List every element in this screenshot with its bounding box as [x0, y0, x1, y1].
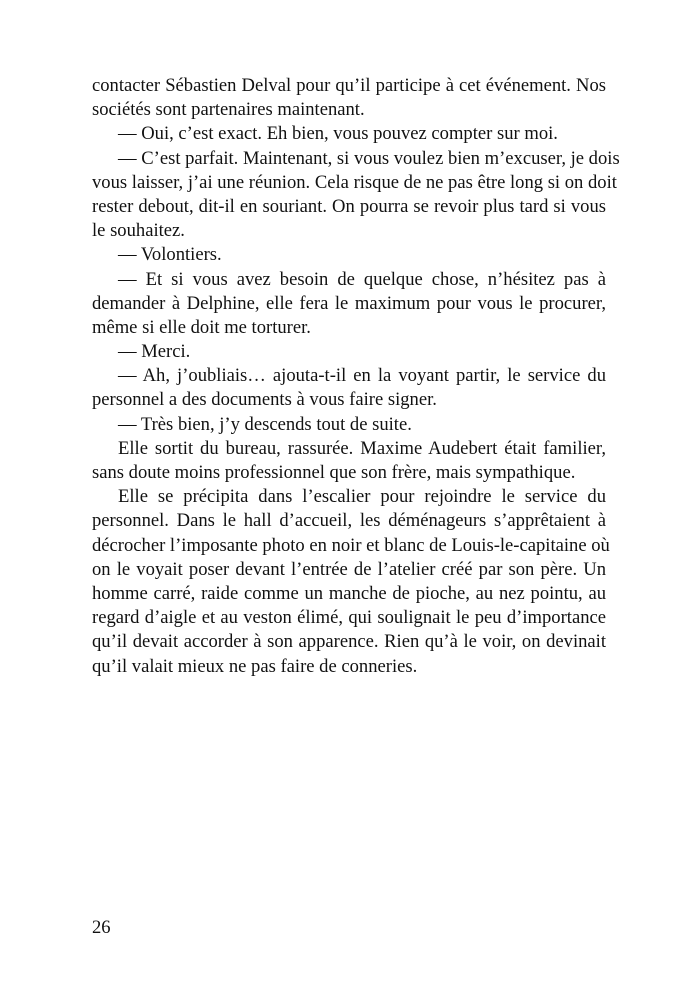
page-number: 26	[92, 917, 111, 938]
text-line: personnel a des documents à vous faire signer.	[92, 389, 437, 411]
text-line: on le voyait poser devant l’entrée de l’atelier créé par son père. Un	[92, 558, 606, 580]
text-line: regard d’aigle et au veston élimé, qui soulignait le peu d’importance	[92, 607, 606, 629]
text-line: — Ah, j’oubliais… ajouta-t-il en la voyant partir, le service du	[118, 365, 606, 387]
text-line: — Volontiers.	[118, 244, 222, 266]
text-line: rester debout, dit-il en souriant. On pourra se revoir plus tard si vous	[92, 195, 606, 217]
text-line: Elle sortit du bureau, rassurée. Maxime Audebert était familier,	[118, 437, 606, 459]
text-line: sociétés sont partenaires maintenant.	[92, 99, 365, 121]
text-line: qu’il valait mieux ne pas faire de conneries.	[92, 655, 418, 677]
text-line: décrocher l’imposante photo en noir et blanc de Louis-le-capitaine où	[92, 534, 610, 556]
text-line: même si elle doit me torturer.	[92, 316, 311, 338]
text-line: homme carré, raide comme un manche de pioche, au nez pointu, au	[92, 582, 606, 604]
text-line: le souhaitez.	[92, 220, 185, 242]
text-line: personnel. Dans le hall d’accueil, les déménageurs s’apprêtaient à	[92, 510, 606, 532]
text-line: — Merci.	[118, 341, 191, 363]
text-line: sans doute moins professionnel que son frère, mais sympathique.	[92, 462, 576, 483]
text-line: — C’est parfait. Maintenant, si vous voulez bien m’excuser, je dois	[118, 147, 620, 169]
text-line: Elle se précipita dans l’escalier pour rejoindre le service du	[118, 486, 606, 508]
text-line: vous laisser, j’ai une réunion. Cela risque de ne pas être long si on doit	[92, 171, 617, 193]
text-line: — Et si vous avez besoin de quelque chose, n’hésitez pas à	[118, 268, 606, 290]
text-line: demander à Delphine, elle fera le maximum pour vous le procurer,	[92, 292, 606, 314]
text-line: — Oui, c’est exact. Eh bien, vous pouvez compter sur moi.	[118, 123, 558, 145]
text-line: contacter Sébastien Delval pour qu’il participe à cet événement. Nos	[92, 75, 606, 96]
text-line: qu’il devait accorder à son apparence. Rien qu’à le voir, on devinait	[92, 631, 606, 653]
page-text	[92, 74, 620, 679]
text-line: — Très bien, j’y descends tout de suite.	[118, 413, 412, 435]
